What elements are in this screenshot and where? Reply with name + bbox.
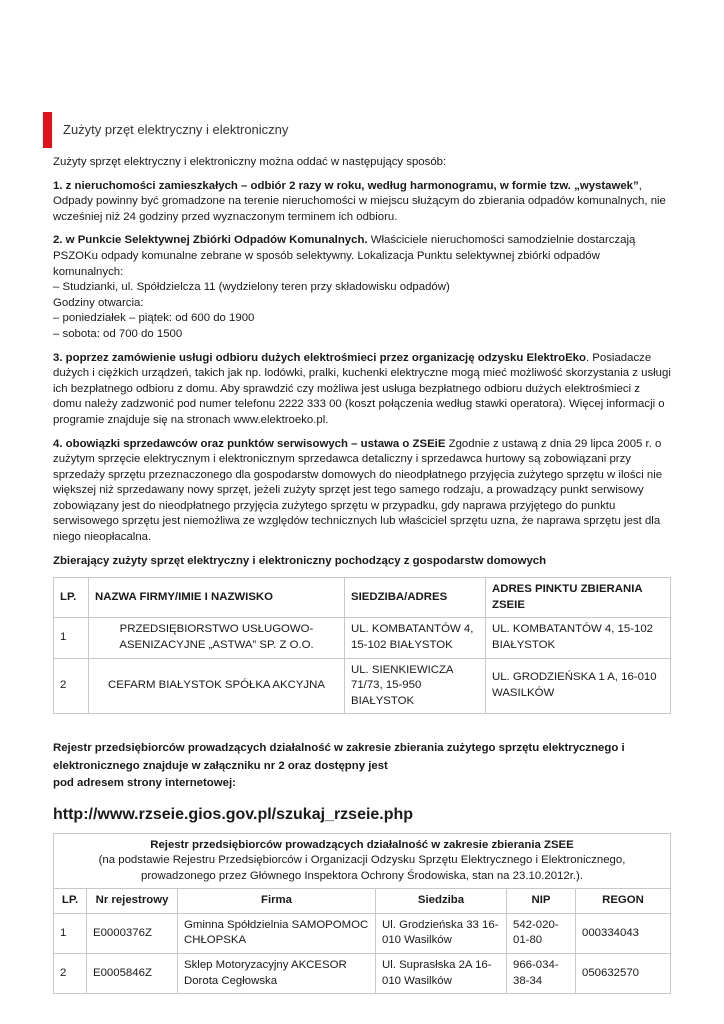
table-cell: 1 (54, 618, 89, 658)
column-header: Nr rejestrowy (87, 889, 178, 914)
point-2-hours-label: Godziny otwarcia: (53, 296, 144, 309)
table-cell: UL. KOMBATANTÓW 4, 15-102 BIAŁYSTOK (486, 618, 671, 658)
table-subtitle: (na podstawie Rejestru Przedsiębiorców i Organizacji Odzysku Sprzętu Elektrycznego i Elektronicznego, prowadzonego przez Głównego Inspektora Ochrony Środowiska, stan na 23.10.2012r.). (98, 854, 626, 882)
column-header: LP. (54, 578, 89, 618)
zsee-registry-table (53, 833, 671, 995)
point-1 (53, 179, 671, 226)
column-header: LP. (54, 889, 87, 914)
table-cell: UL. SIENKIEWICZA 71/73, 15-950 BIAŁYSTOK (345, 658, 486, 714)
point-1-heading: 1. z nieruchomości zamieszkałych – odbiór 2 razy w roku, według harmonogramu, w formie tzw. „wystawek” (53, 179, 639, 192)
accent-bar (43, 112, 52, 148)
table-cell: 2 (54, 658, 89, 714)
table-cell: CEFARM BIAŁYSTOK SPÓŁKA AKCYJNA (89, 658, 345, 714)
registry-line: Rejestr przedsiębiorców prowadzących działalność w zakresie zbierania zużytego sprzętu elektrycznego i (53, 742, 625, 755)
table-row (54, 913, 671, 953)
collectors-table-heading: Zbierający zużyty sprzęt elektryczny i elektroniczny pochodzący z gospodarstw domowych (53, 554, 547, 567)
registry-info (53, 740, 671, 793)
section-title: Zużyty przęt elektryczny i elektroniczny (63, 122, 289, 137)
collectors-table (53, 577, 671, 714)
point-3-heading: 3. poprzez zamówienie usługi odbioru dużych elektrośmieci przez organizację odzysku ElektroEko (53, 351, 586, 364)
registry-line: pod adresem strony internetowej: (53, 777, 236, 790)
table-cell: 542-020-01-80 (507, 913, 576, 953)
point-4 (53, 437, 671, 546)
table-cell: Ul. Suprasłska 2A 16-010 Wasilków (376, 954, 507, 994)
point-2-text: Właściciele nieruchomości samodzielnie dostarczają PSZOKu odpady komunalne zebrane w sposób selektywny. Lokalizacja Punktu selektywnej zbiórki odpadów komunalnych: (53, 234, 636, 278)
point-2-saturday-hours: – sobota: od 700 do 1500 (53, 327, 183, 340)
table-header-row (54, 578, 671, 618)
table-cell: PRZEDSIĘBIORSTWO USŁUGOWO-ASENIZACYJNE „ASTWA” SP. Z O.O. (89, 618, 345, 658)
point-3 (53, 351, 671, 429)
column-header: NIP (507, 889, 576, 914)
table-title: Rejestr przedsiębiorców prowadzących działalność w zakresie zbierania ZSEE (150, 838, 574, 851)
table-row (54, 954, 671, 994)
table-cell: E0005846Z (87, 954, 178, 994)
point-2-heading: 2. w Punkcie Selektywnej Zbiórki Odpadów Komunalnych. (53, 234, 368, 247)
point-2-weekday-hours: – poniedziałek – piątek: od 600 do 1900 (53, 312, 255, 325)
table-cell: Sklep Motoryzacyjny AKCESOR Dorota Cegłowska (178, 954, 376, 994)
table-cell: UL. KOMBATANTÓW 4, 15-102 BIAŁYSTOK (345, 618, 486, 658)
column-header: REGON (576, 889, 671, 914)
table-cell: UL. GRODZIEŃSKA 1 A, 16-010 WASILKÓW (486, 658, 671, 714)
table-cell: 2 (54, 954, 87, 994)
point-2-address: – Studzianki, ul. Spółdzielcza 11 (wydzielony teren przy składowisku odpadów) (53, 281, 450, 294)
table-row (54, 658, 671, 714)
table-cell: Ul. Grodzieńska 33 16-010 Wasilków (376, 913, 507, 953)
table-cell: E0000376Z (87, 913, 178, 953)
table-cell: 966-034-38-34 (507, 954, 576, 994)
intro-text: Zużyty sprzęt elektryczny i elektroniczny można oddać w następujący sposób: (53, 156, 447, 168)
point-3-text: . Posiadacze dużych i ciężkich urządzeń, takich jak np. lodówki, pralki, kuchenki elektryczne mogą mieć możliwość skorzystania z usługi ich bezpłatnego odbioru z domu. Aby sprawdzić czy możliwa jest usługa bezpłatnego odbioru dużych elektrośmieci z domu należy zadzwonić pod numer telefonu 2222 333 00 (koszt połączenia według stawki operatora). Więcej informacji o programie znajduje się na stronach www.elektroeko.pl. (53, 351, 671, 426)
table-cell: 050632570 (576, 954, 671, 994)
point-4-heading: 4. obowiązki sprzedawców oraz punktów serwisowych – ustawa o ZSEiE (53, 437, 446, 450)
article-content (53, 155, 671, 994)
column-header: Firma (178, 889, 376, 914)
table-cell: Gminna Spółdzielnia SAMOPOMOC CHŁOPSKA (178, 913, 376, 953)
column-header: Siedziba (376, 889, 507, 914)
column-header: SIEDZIBA/ADRES (345, 578, 486, 618)
table-header-row (54, 889, 671, 914)
table-row (54, 618, 671, 658)
table-caption (54, 833, 671, 889)
column-header: NAZWA FIRMY/IMIE I NAZWISKO (89, 578, 345, 618)
table-cell: 000334043 (576, 913, 671, 953)
registry-line: elektronicznego znajduje w załączniku nr 2 oraz dostępny jest (53, 759, 388, 772)
table-caption-row (54, 833, 671, 889)
column-header: ADRES PINKTU ZBIERANIA ZSEIE (486, 578, 671, 618)
registry-url-link[interactable]: http://www.rzseie.gios.gov.pl/szukaj_rzseie.php (53, 805, 414, 823)
table-cell: 1 (54, 913, 87, 953)
point-1-text: , Odpady powinny być gromadzone na terenie nieruchomości w miejscu służącym do zbierania odpadów komunalnych, nie wcześniej niż 24 godziny przed wyznaczonym terminem ich odbioru. (53, 179, 666, 223)
point-2 (53, 233, 671, 342)
point-4-text: Zgodnie z ustawą z dnia 29 lipca 2005 r. o zużytym sprzęcie elektrycznym i elektronicznym sprzedawca detaliczny i sprzedawca hurtowy są zobowiązani przy sprzedaży sprzętu przeznaczonego dla gospodarstw domowych do nieodpłatnego przyjęcia zużytego sprzętu w ilości nie większej niż sprzedawany nowy sprzęt, jeżeli zużyty sprzęt jest tego samego rodzaju, a prowadzący punkt serwisowy zobowiązany jest do nieodpłatnego przyjęcia zużytego sprzętu w przypadku, gdy naprawa przyjętego do punktu serwisowego sprzętu jest niemożliwa ze względów technicznych lub właściciel sprzętu uzna, że naprawa sprzętu jest dla niego nieopłacalna. (53, 437, 663, 544)
